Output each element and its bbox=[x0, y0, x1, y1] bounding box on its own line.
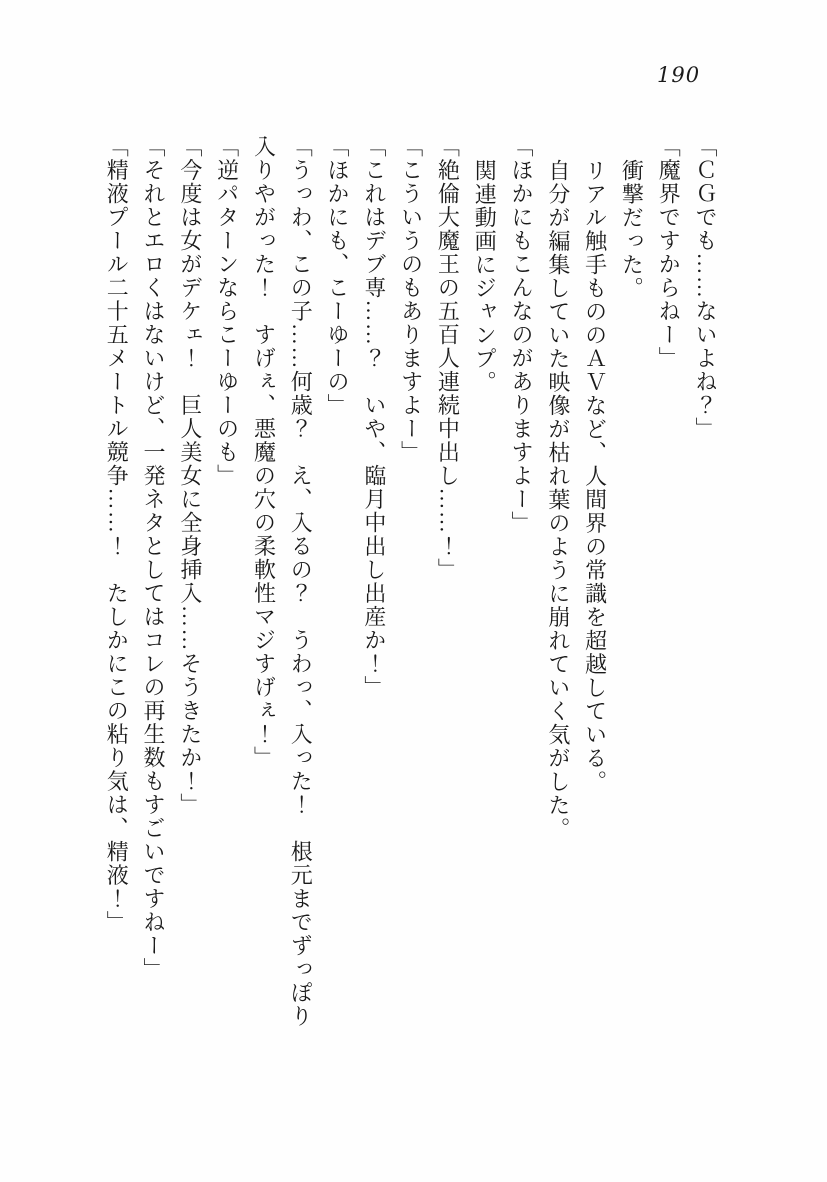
paragraph-dialogue-4: 「絶倫大魔王の五百人連続中出し……！」 bbox=[435, 135, 461, 582]
paragraph-dialogue-5: 「こういうのもありますよー」 bbox=[398, 135, 424, 464]
paragraph-dialogue-3: 「ほかにもこんなのがありますよー」 bbox=[509, 135, 535, 535]
paragraph-dialogue-2: 「魔界ですからねー」 bbox=[656, 135, 682, 370]
paragraph-dialogue-10: 「今度は女がデケェ！ 巨人美女に全身挿入……そうきたか！」 bbox=[177, 135, 203, 817]
paragraph-dialogue-11: 「それとエロくはないけど、一発ネタとしてはコレの再生数もすごいですねー」 bbox=[141, 135, 167, 981]
paragraph-dialogue-7: 「ほかにも、こーゆーの」 bbox=[325, 135, 351, 417]
page-number: 190 bbox=[657, 63, 701, 87]
paragraph-narration-3: 自分が編集していた映像が枯れ葉のように崩れていく気がした。 bbox=[545, 158, 571, 840]
paragraph-dialogue-9: 「逆パターンならこーゆーのも」 bbox=[214, 135, 240, 488]
paragraph-dialogue-6: 「これはデブ専……？ いや、臨月中出し出産か！」 bbox=[361, 135, 387, 699]
paragraph-narration-2: リアル触手もののＡＶなど、人間界の常識を超越している。 bbox=[582, 158, 608, 793]
paragraph-dialogue-1: 「ＣＧでも……ないよね？」 bbox=[693, 135, 718, 441]
vertical-text-block bbox=[97, 135, 723, 1035]
paragraph-dialogue-8: 「うっわ、この子……何歳？ え、入るの？ うわっ、入った！ 根元までずっぽり入りやがった！ すげぇ、悪魔の穴の柔軟性マジすげぇ！」 bbox=[251, 135, 314, 1028]
paragraph-dialogue-12: 「精液プール二十五メートル競争……！ たしかにこの粘り気は、精液！」 bbox=[104, 135, 130, 934]
paragraph-narration-4: 関連動画にジャンプ。 bbox=[472, 158, 498, 394]
paragraph-narration-1: 衝撃だった。 bbox=[619, 158, 645, 300]
